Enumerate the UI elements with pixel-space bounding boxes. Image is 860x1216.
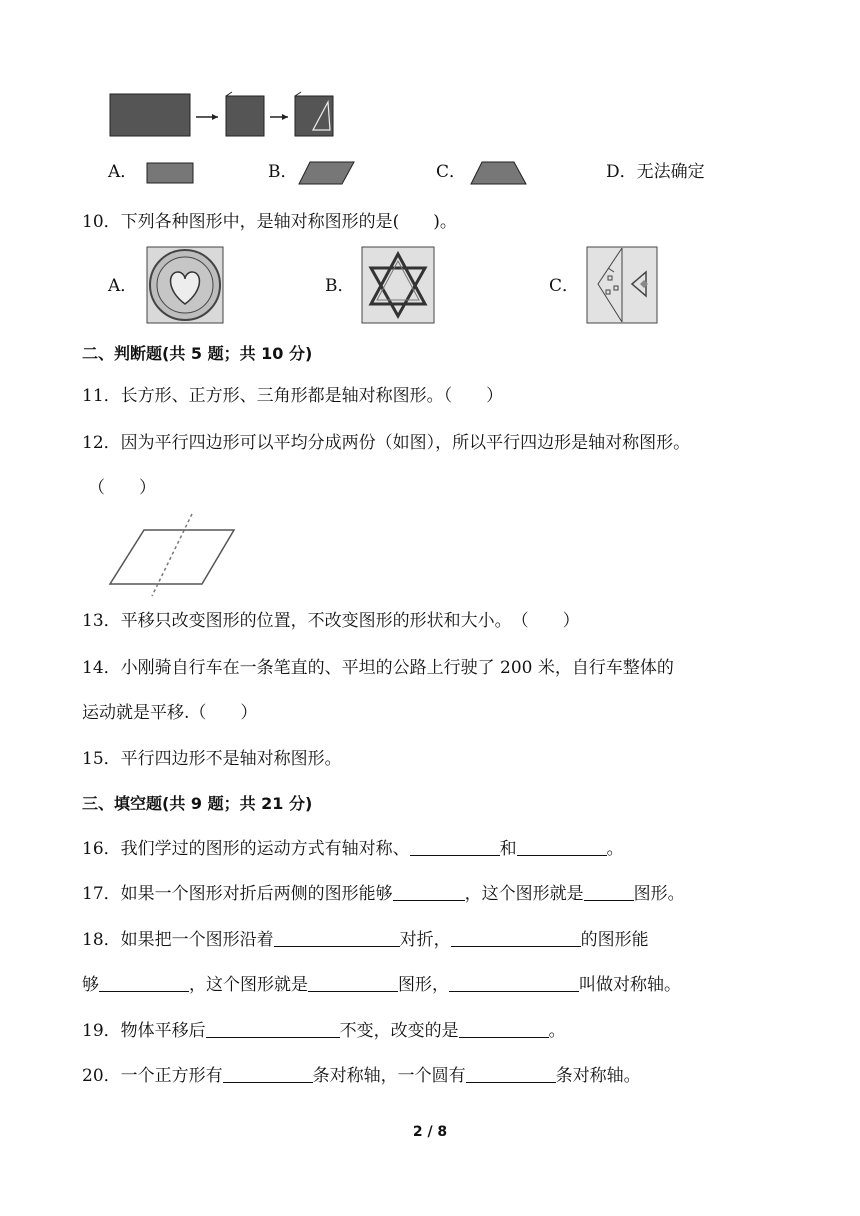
q9-option-c-label: C． <box>436 162 467 182</box>
q20-part3: 条对称轴。 <box>555 1066 641 1086</box>
q18-part1: 18．如果把一个图形沿着 <box>82 930 274 950</box>
q16-part3: 。 <box>606 839 624 859</box>
q15-text: 15．平行四边形不是轴对称图形。 <box>82 749 342 769</box>
q18-row-2 <box>82 973 681 997</box>
q17-part3: 图形。 <box>633 884 685 904</box>
q9-option-c-trapezoid[interactable] <box>470 160 530 186</box>
q13-text: 13．平移只改变图形的位置，不改变图形的形状和大小。 （ ） <box>82 611 580 631</box>
q18-blank-1[interactable] <box>274 928 400 947</box>
q10-option-c-fish[interactable] <box>586 246 660 326</box>
q19-blank-1[interactable] <box>206 1019 340 1038</box>
q19-blank-2[interactable] <box>459 1019 549 1038</box>
q18-blank-3[interactable] <box>99 973 189 992</box>
q17-row <box>82 882 685 906</box>
page-number: 2 / 8 <box>412 1124 448 1140</box>
q14-line2: 运动就是平移.（ ） <box>82 703 258 723</box>
q16-blank-2[interactable] <box>517 837 607 856</box>
q19-part2: 不变，改变的是 <box>339 1021 459 1041</box>
q12-parallelogram-figure <box>106 512 242 598</box>
section2-title: 二、判断题(共 5 题；共 10 分) <box>82 344 313 363</box>
section3-title: 三、填空题(共 9 题；共 21 分) <box>82 794 313 813</box>
q20-row <box>82 1064 641 1088</box>
q17-blank-1[interactable] <box>393 882 465 901</box>
q17-part2: ，这个图形就是 <box>464 884 584 904</box>
q17-blank-2[interactable] <box>584 882 634 901</box>
q10-option-b-star[interactable] <box>361 246 437 326</box>
q18-blank-4[interactable] <box>308 973 398 992</box>
q10-option-b-label: B． <box>325 276 355 296</box>
q10-option-a-label: A． <box>108 276 138 296</box>
q19-part3: 。 <box>548 1021 566 1041</box>
q16-row <box>82 837 624 861</box>
q18-part3: 的图形能 <box>580 930 649 950</box>
q9-option-a-rectangle[interactable] <box>146 162 196 186</box>
q18-part2: 对折， <box>399 930 451 950</box>
q18-blank-2[interactable] <box>451 928 581 947</box>
q10-option-a-heart[interactable] <box>146 246 226 326</box>
q20-part2: 条对称轴，一个圆有 <box>312 1066 466 1086</box>
q18-part5: ，这个图形就是 <box>189 975 308 995</box>
q10-text: 10．下列各种图形中，是轴对称图形的是( )。 <box>82 212 457 232</box>
q16-part1: 16．我们学过的图形的运动方式有轴对称、 <box>82 839 410 859</box>
q20-part1: 20．一个正方形有 <box>82 1066 223 1086</box>
q12-answer-brackets[interactable]: （ ） <box>88 478 156 498</box>
q18-blank-5[interactable] <box>449 973 579 992</box>
fold-illustration <box>108 88 348 138</box>
q19-part1: 19．物体平移后 <box>82 1021 206 1041</box>
q9-option-b-parallelogram[interactable] <box>298 160 358 186</box>
q18-part4: 够 <box>82 975 99 995</box>
q17-part1: 17．如果一个图形对折后两侧的图形能够 <box>82 884 393 904</box>
q18-part6: 图形， <box>398 975 449 995</box>
q11-text: 11．长方形、正方形、三角形都是轴对称图形。（ ） <box>82 386 504 406</box>
q18-part7: 叫做对称轴。 <box>579 975 681 995</box>
q9-option-b-label: B． <box>268 162 298 182</box>
q9-option-d[interactable]: D．无法确定 <box>606 162 705 182</box>
q16-blank-1[interactable] <box>410 837 500 856</box>
q20-blank-1[interactable] <box>223 1064 313 1083</box>
q12-line1: 12．因为平行四边形可以平均分成两份（如图），所以平行四边形是轴对称图形。 <box>82 433 691 453</box>
q19-row <box>82 1019 566 1043</box>
q18-row-1 <box>82 928 649 952</box>
q14-line1: 14．小刚骑自行车在一条笔直的、平坦的公路上行驶了 200 米，自行车整体的 <box>82 658 674 678</box>
q20-blank-2[interactable] <box>466 1064 556 1083</box>
q16-part2: 和 <box>499 839 517 859</box>
q10-option-c-label: C． <box>549 276 580 296</box>
q9-option-a-label: A． <box>108 162 138 182</box>
